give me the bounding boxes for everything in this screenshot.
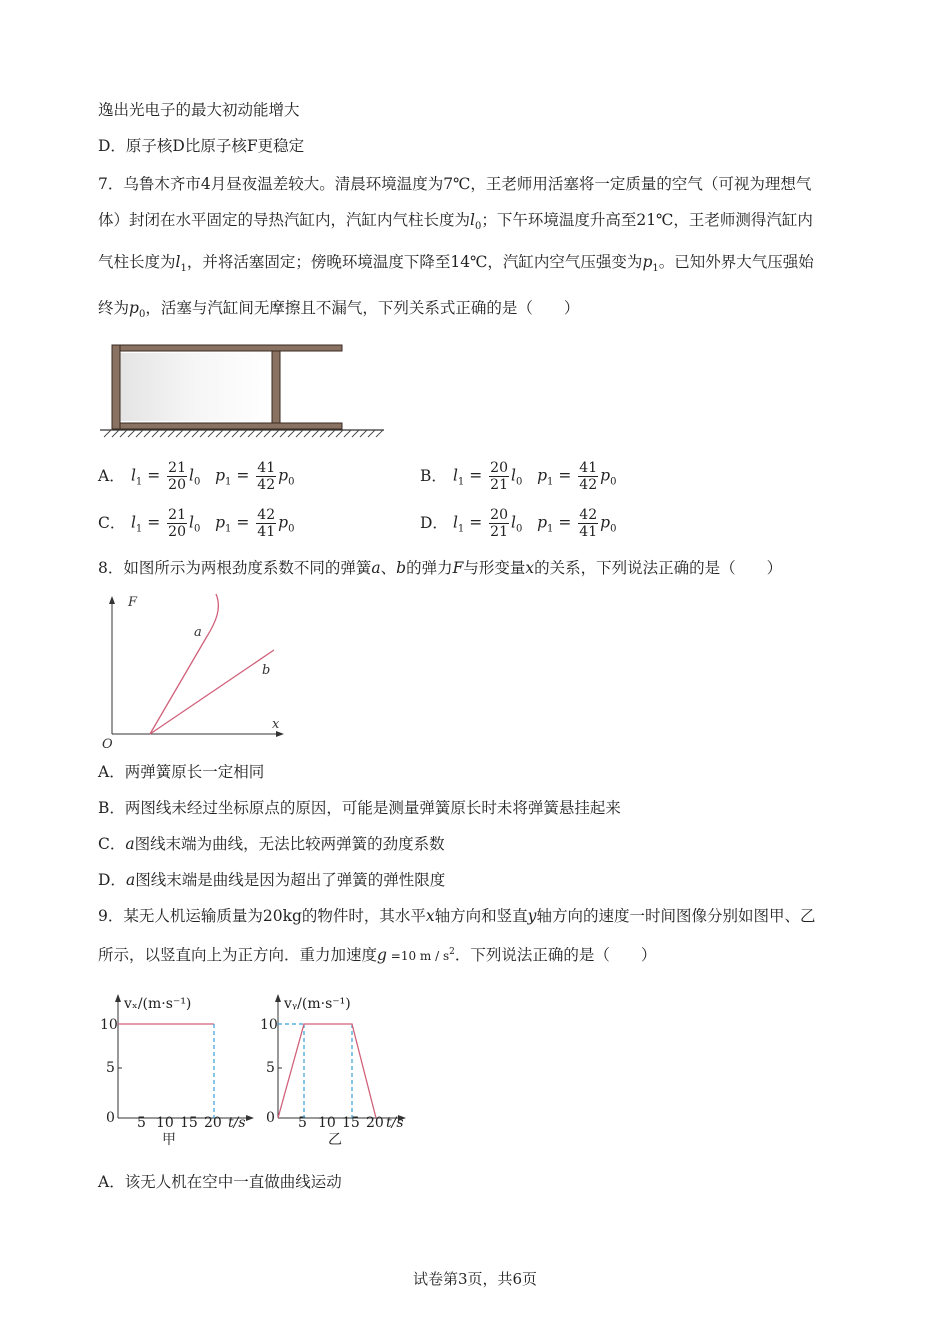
yi-y-arrow bbox=[275, 994, 281, 1002]
cylinder-gas bbox=[120, 353, 272, 421]
q8-line-1: 8．如图所示为两根劲度系数不同的弹簧a、b的弹力F与形变量x的关系，下列说法正确的是（ ） bbox=[98, 559, 783, 577]
q9-option-a[interactable]: A．该无人机在空中一直做曲线运动 bbox=[98, 1173, 342, 1191]
cylinder-top-wall bbox=[112, 345, 342, 351]
q7-option-c[interactable]: C． $l_1$ = $\frac{21}{20}$ $l_0$ $p_1$ = $\frac{42}{41}$ $p_0$ bbox=[98, 507, 295, 540]
graph-jia bbox=[98, 990, 258, 1150]
yi-xtick-5: 5 bbox=[298, 1115, 307, 1131]
jia-ytick-5: 5 bbox=[106, 1060, 115, 1076]
jia-ytick-0: 0 bbox=[106, 1110, 115, 1126]
line-b bbox=[150, 650, 274, 734]
x-axis-label: x bbox=[272, 717, 280, 732]
line-a bbox=[150, 594, 218, 734]
text-line: 逸出光电子的最大初动能增大 bbox=[98, 101, 300, 119]
option-d-previous: D．原子核D比原子核F更稳定 bbox=[98, 137, 305, 155]
q9-line-2: 所示，以竖直向上为正方向．重力加速度g =10 m / $s^2$．下列说法正确的是（ ） bbox=[98, 946, 657, 965]
q7-line-1: 7．乌鲁木齐市4月昼夜温差较大。清晨环境温度为7℃，王老师用活塞将一定质量的空气（可视为理想气 bbox=[98, 175, 812, 193]
yi-vy-line bbox=[278, 1024, 376, 1118]
q8-option-d[interactable]: D．a图线末端是曲线是因为超出了弹簧的弹性限度 bbox=[98, 871, 446, 889]
piston bbox=[272, 351, 280, 423]
graph-yi bbox=[260, 990, 420, 1150]
jia-xtick-15: 15 bbox=[180, 1115, 198, 1131]
q7-line-2: 体）封闭在水平固定的导热汽缸内，汽缸内气柱长度为$l_0$；下午环境温度升高至21℃，王老师测得汽缸内 bbox=[98, 211, 813, 233]
cylinder-figure bbox=[98, 340, 388, 440]
yi-xtick-20: 20 bbox=[366, 1115, 384, 1131]
yi-xtick-15: 15 bbox=[342, 1115, 360, 1131]
cylinder-bottom-wall bbox=[112, 423, 342, 429]
q9-line-1: 9．某无人机运输质量为20kg的物件时，其水平x轴方向和竖直y轴方向的速度一时间图像分别如图甲、乙 bbox=[98, 907, 816, 925]
q7-option-d[interactable]: D． $l_1$ = $\frac{20}{21}$ $l_0$ $p_1$ = $\frac{42}{41}$ $p_0$ bbox=[420, 507, 617, 540]
jia-caption: 甲 bbox=[162, 1132, 176, 1148]
yi-caption: 乙 bbox=[328, 1132, 342, 1148]
q7-line-3: 气柱长度为$l_1$，并将活塞固定；傍晚环境温度下降至14℃，汽缸内空气压强变为$p_1$。已知外界大气压强始 bbox=[98, 253, 814, 275]
ground-hatching bbox=[104, 430, 383, 437]
jia-xtick-20: 20 bbox=[204, 1115, 222, 1131]
jia-y-label: vₓ/(m·s⁻¹) bbox=[124, 996, 192, 1012]
jia-y-arrow bbox=[115, 994, 121, 1002]
f-axis-arrow bbox=[109, 596, 115, 604]
yi-ytick-0: 0 bbox=[266, 1110, 275, 1126]
yi-ytick-5: 5 bbox=[266, 1060, 275, 1076]
f-axis-label: F bbox=[128, 595, 138, 610]
line-a-label: a bbox=[194, 625, 202, 640]
cylinder-left-wall bbox=[112, 345, 120, 429]
spring-graph bbox=[98, 592, 298, 752]
yi-ytick-10: 10 bbox=[260, 1017, 278, 1033]
q7-option-a[interactable]: A． $l_1$ = $\frac{21}{20}$ $l_0$ $p_1$ = $\frac{41}{42}$ $p_0$ bbox=[98, 460, 295, 493]
yi-x-unit: t/s bbox=[386, 1115, 404, 1131]
page-footer: 试卷第3页，共6页 bbox=[412, 1270, 538, 1288]
yi-y-label: vᵧ/(m·s⁻¹) bbox=[284, 996, 351, 1012]
jia-xtick-10: 10 bbox=[156, 1115, 174, 1131]
q8-option-a[interactable]: A．两弹簧原长一定相同 bbox=[98, 763, 265, 781]
jia-x-unit: t/s bbox=[228, 1115, 246, 1131]
q8-option-b[interactable]: B．两图线未经过坐标原点的原因，可能是测量弹簧原长时未将弹簧悬挂起来 bbox=[98, 799, 621, 817]
q7-option-b[interactable]: B． $l_1$ = $\frac{20}{21}$ $l_0$ $p_1$ = $\frac{41}{42}$ $p_0$ bbox=[420, 460, 617, 493]
q7-line-4: 终为$p_0$，活塞与汽缸间无摩擦且不漏气，下列关系式正确的是（ ） bbox=[98, 299, 580, 321]
jia-ytick-10: 10 bbox=[100, 1017, 118, 1033]
yi-xtick-10: 10 bbox=[318, 1115, 336, 1131]
origin-label: O bbox=[102, 737, 113, 752]
jia-x-arrow bbox=[246, 1115, 254, 1121]
jia-xtick-5: 5 bbox=[137, 1115, 146, 1131]
line-b-label: b bbox=[262, 663, 271, 678]
q8-option-c[interactable]: C．a图线末端为曲线，无法比较两弹簧的劲度系数 bbox=[98, 835, 445, 853]
